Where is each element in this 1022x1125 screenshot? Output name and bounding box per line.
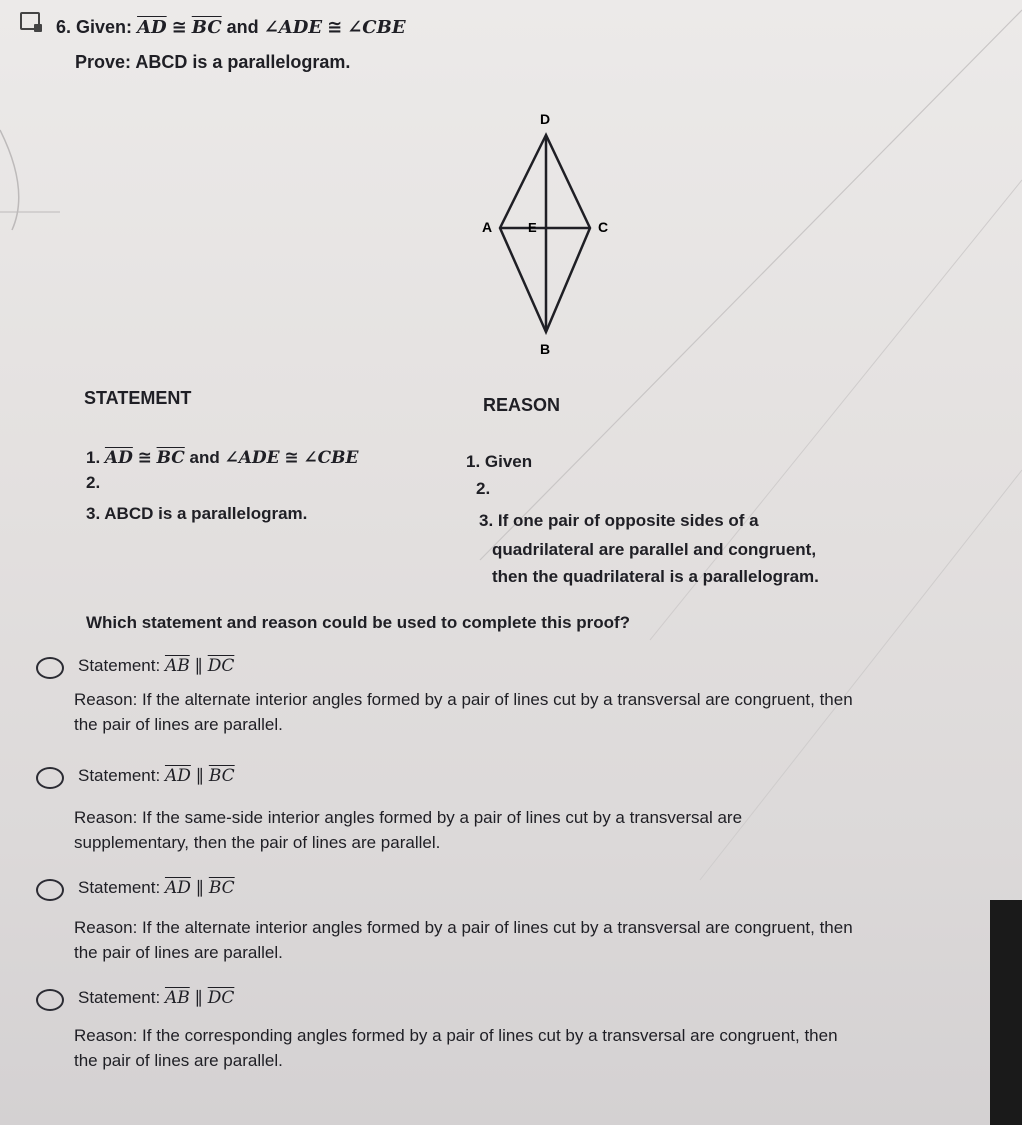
option-4-parallel: ∥ xyxy=(194,988,203,1007)
given-label: Given: xyxy=(76,17,133,37)
reason-row-1: 1. Given xyxy=(466,452,533,471)
reason-row-3-line-3: then the quadrilateral is a parallelogram. xyxy=(492,567,819,586)
option-3-statement-label: Statement: xyxy=(78,878,161,897)
option-4-reason-line-1: Reason: If the corresponding angles formed by a pair of lines cut by a transversal are congruent, then xyxy=(74,1026,838,1045)
option-1-reason-line-1: Reason: If the alternate interior angles formed by a pair of lines cut by a transversal are congruent, then xyxy=(74,690,853,709)
congruent-symbol: ≅ xyxy=(171,17,187,37)
option-1-parallel: ∥ xyxy=(194,656,203,675)
reason-row-2: 2. xyxy=(476,479,491,498)
vertex-label-e: E xyxy=(528,220,537,235)
question-number: 6. xyxy=(56,17,72,37)
option-3-segment-2: $\overline{BC}$ xyxy=(208,878,235,898)
option-2-reason-line-1: Reason: If the same-side interior angles formed by a pair of lines cut by a transversal are xyxy=(74,808,743,827)
reason-header: REASON xyxy=(483,395,561,415)
option-1-radio[interactable] xyxy=(36,657,64,679)
option-2-segment-2: $\overline{BC}$ xyxy=(208,766,235,786)
statement-row-2: 2. xyxy=(86,473,101,492)
option-3-radio[interactable] xyxy=(36,879,64,901)
given-angle-ade: ∠ADE xyxy=(263,17,323,38)
option-4-statement xyxy=(78,988,234,1008)
statement-1-angle-cbe: ∠CBE xyxy=(303,448,359,468)
option-1-segment-1: $\overline{AB}$ xyxy=(164,656,190,676)
option-2-reason-line-2: supplementary, then the pair of lines are parallel. xyxy=(74,833,441,852)
option-1-reason-line-2: the pair of lines are parallel. xyxy=(74,715,283,734)
statement-row-3: 3. ABCD is a parallelogram. xyxy=(86,504,308,523)
prove-statement: Prove: ABCD is a parallelogram. xyxy=(75,52,351,72)
option-4-reason-line-2: the pair of lines are parallel. xyxy=(74,1051,283,1070)
option-3-reason-line-2: the pair of lines are parallel. xyxy=(74,943,283,962)
option-1-statement xyxy=(78,656,234,676)
vertex-label-d: D xyxy=(540,111,551,127)
option-3-parallel: ∥ xyxy=(195,878,205,897)
reason-row-3-line-1: 3. If one pair of opposite sides of a xyxy=(479,511,759,530)
option-4-statement-label: Statement: xyxy=(78,988,161,1007)
option-2-statement-label: Statement: xyxy=(78,766,161,785)
answer-option-1[interactable] xyxy=(36,650,936,740)
statement-header: STATEMENT xyxy=(84,388,192,408)
statement-1-congruent-2: ≅ xyxy=(284,448,299,467)
option-1-segment-2: $\overline{DC}$ xyxy=(207,656,235,676)
option-2-segment-1: $\overline{AD}$ xyxy=(164,766,191,786)
congruent-symbol-2: ≅ xyxy=(327,17,343,37)
given-segment-ad: $\overline{AD}$ xyxy=(137,17,167,38)
vertex-label-c: C xyxy=(598,219,609,235)
option-3-statement xyxy=(78,878,235,898)
bookmark-icon[interactable] xyxy=(20,12,40,30)
vertex-label-a: A xyxy=(482,219,493,235)
option-4-segment-1: $\overline{AB}$ xyxy=(164,988,190,1008)
option-2-statement xyxy=(78,766,235,786)
question-prompt: Which statement and reason could be used to complete this proof? xyxy=(86,613,631,632)
option-2-parallel: ∥ xyxy=(195,766,205,785)
rhombus-diagram xyxy=(470,100,640,360)
answer-option-4[interactable] xyxy=(36,982,956,1072)
statement-row-1 xyxy=(86,448,358,468)
statement-1-angle-ade: ∠ADE xyxy=(224,448,280,468)
and-text: and xyxy=(226,17,259,37)
question-header xyxy=(56,17,406,38)
statement-1-and: and xyxy=(189,448,220,467)
answer-option-2[interactable] xyxy=(36,760,936,850)
statement-1-number: 1. xyxy=(86,448,101,467)
option-3-reason-line-1: Reason: If the alternate interior angles formed by a pair of lines cut by a transversal are congruent, then xyxy=(74,918,853,937)
given-angle-cbe: ∠CBE xyxy=(347,17,406,38)
statement-1-congruent: ≅ xyxy=(137,448,152,467)
given-segment-bc: $\overline{BC}$ xyxy=(191,17,222,38)
option-4-radio[interactable] xyxy=(36,989,64,1011)
option-4-segment-2: $\overline{DC}$ xyxy=(207,988,235,1008)
vertex-label-b: B xyxy=(540,341,551,357)
answer-option-3[interactable] xyxy=(36,872,956,962)
option-3-segment-1: $\overline{AD}$ xyxy=(164,878,191,898)
statement-1-segment-ad: $\overline{AD}$ xyxy=(104,448,133,468)
reason-row-3-line-2: quadrilateral are parallel and congruent, xyxy=(492,540,817,559)
option-1-statement-label: Statement: xyxy=(78,656,161,675)
statement-1-segment-bc: $\overline{BC}$ xyxy=(156,448,185,468)
option-2-radio[interactable] xyxy=(36,767,64,789)
